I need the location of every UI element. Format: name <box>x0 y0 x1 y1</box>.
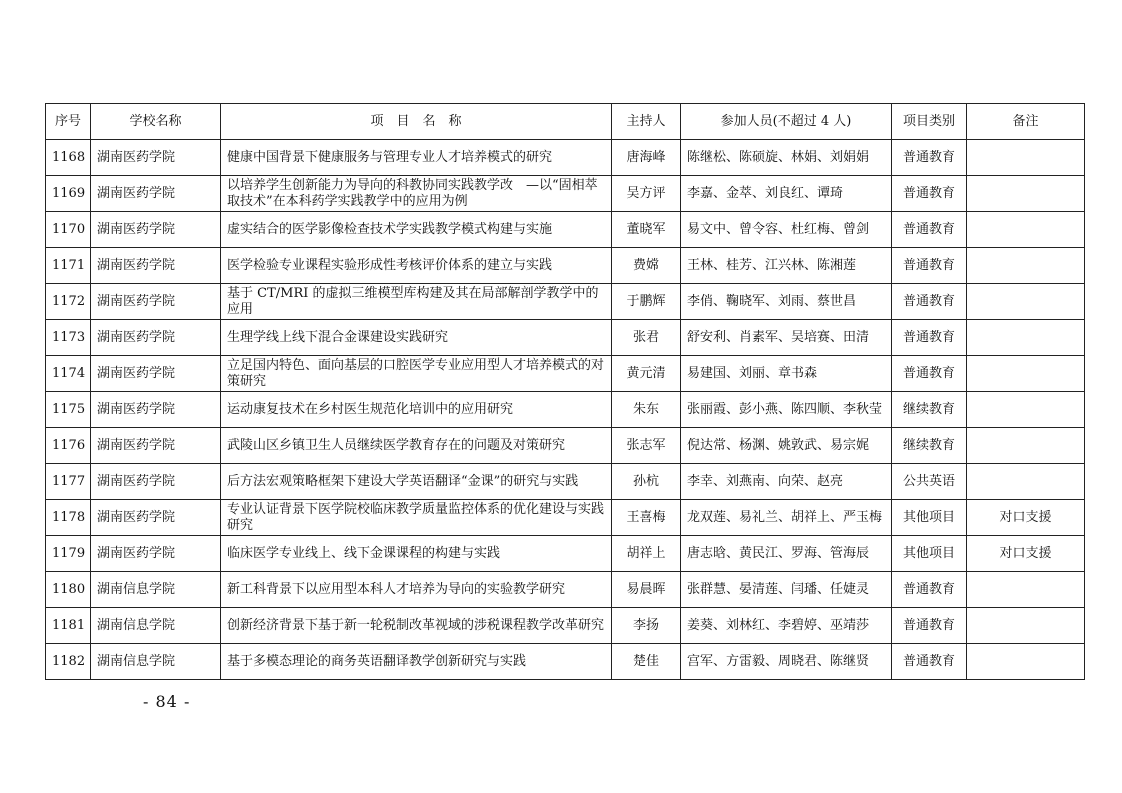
cell-category: 其他项目 <box>892 536 967 572</box>
cell-school: 湖南信息学院 <box>91 572 221 608</box>
cell-members: 陈继松、陈硕旋、林娟、刘娟娟 <box>681 140 892 176</box>
table-row <box>46 428 1085 464</box>
cell-host: 孙杭 <box>612 464 681 500</box>
cell-note <box>967 356 1085 392</box>
cell-host: 朱东 <box>612 392 681 428</box>
cell-no: 1179 <box>46 536 91 572</box>
table-row <box>46 392 1085 428</box>
cell-no: 1177 <box>46 464 91 500</box>
cell-school: 湖南医药学院 <box>91 392 221 428</box>
cell-note <box>967 464 1085 500</box>
cell-members: 李嘉、金萃、刘良红、谭琦 <box>681 176 892 212</box>
cell-school: 湖南医药学院 <box>91 500 221 536</box>
cell-host: 黄元清 <box>612 356 681 392</box>
cell-category: 继续教育 <box>892 392 967 428</box>
cell-note <box>967 392 1085 428</box>
cell-host: 于鹏辉 <box>612 284 681 320</box>
header-category: 项目类别 <box>892 104 967 140</box>
cell-category: 继续教育 <box>892 428 967 464</box>
cell-no: 1169 <box>46 176 91 212</box>
cell-note <box>967 176 1085 212</box>
cell-category: 普通教育 <box>892 356 967 392</box>
cell-note <box>967 572 1085 608</box>
cell-category: 公共英语 <box>892 464 967 500</box>
cell-members: 张丽霞、彭小燕、陈四顺、李秋莹 <box>681 392 892 428</box>
cell-category: 普通教育 <box>892 212 967 248</box>
cell-members: 唐志晗、黄民江、罗海、管海辰 <box>681 536 892 572</box>
table-row <box>46 140 1085 176</box>
cell-note <box>967 248 1085 284</box>
cell-category: 普通教育 <box>892 572 967 608</box>
cell-title: 专业认证背景下医学院校临床教学质量监控体系的优化建设与实践研究 <box>221 500 612 536</box>
cell-school: 湖南医药学院 <box>91 428 221 464</box>
cell-host: 张君 <box>612 320 681 356</box>
cell-category: 普通教育 <box>892 140 967 176</box>
cell-category: 普通教育 <box>892 320 967 356</box>
cell-host: 董晓军 <box>612 212 681 248</box>
cell-school: 湖南医药学院 <box>91 140 221 176</box>
cell-note <box>967 644 1085 680</box>
page-number: - 84 - <box>143 692 191 711</box>
table-row <box>46 284 1085 320</box>
header-no: 序号 <box>46 104 91 140</box>
cell-title: 生理学线上线下混合金课建设实践研究 <box>221 320 612 356</box>
header-host: 主持人 <box>612 104 681 140</box>
cell-host: 李扬 <box>612 608 681 644</box>
table-row <box>46 572 1085 608</box>
cell-no: 1175 <box>46 392 91 428</box>
cell-title: 以培养学生创新能力为导向的科教协同实践教学改 —以“固相萃取技术”在本科药学实践教学中的应用为例 <box>221 176 612 212</box>
cell-no: 1168 <box>46 140 91 176</box>
cell-note <box>967 320 1085 356</box>
cell-title: 医学检验专业课程实验形成性考核评价体系的建立与实践 <box>221 248 612 284</box>
cell-members: 宫军、方雷毅、周晓君、陈继贤 <box>681 644 892 680</box>
cell-host: 胡祥上 <box>612 536 681 572</box>
cell-note <box>967 608 1085 644</box>
cell-members: 张群慧、晏清莲、闫璠、任婕灵 <box>681 572 892 608</box>
cell-no: 1181 <box>46 608 91 644</box>
cell-title: 创新经济背景下基于新一轮税制改革视域的涉税课程教学改革研究 <box>221 608 612 644</box>
cell-note <box>967 212 1085 248</box>
table-row <box>46 608 1085 644</box>
cell-note: 对口支援 <box>967 536 1085 572</box>
table-row <box>46 500 1085 536</box>
cell-title: 立足国内特色、面向基层的口腔医学专业应用型人才培养模式的对策研究 <box>221 356 612 392</box>
cell-title: 新工科背景下以应用型本科人才培养为导向的实验教学研究 <box>221 572 612 608</box>
cell-members: 易文中、曾令容、杜红梅、曾剑 <box>681 212 892 248</box>
cell-school: 湖南医药学院 <box>91 284 221 320</box>
cell-title: 基于 CT/MRI 的虚拟三维模型库构建及其在局部解剖学教学中的应用 <box>221 284 612 320</box>
cell-title: 临床医学专业线上、线下金课课程的构建与实践 <box>221 536 612 572</box>
cell-no: 1171 <box>46 248 91 284</box>
cell-host: 费嫦 <box>612 248 681 284</box>
cell-title: 后方法宏观策略框架下建设大学英语翻译“金课”的研究与实践 <box>221 464 612 500</box>
table-row <box>46 356 1085 392</box>
table-row <box>46 212 1085 248</box>
cell-school: 湖南医药学院 <box>91 464 221 500</box>
cell-school: 湖南信息学院 <box>91 644 221 680</box>
cell-host: 易晨晖 <box>612 572 681 608</box>
cell-title: 武陵山区乡镇卫生人员继续医学教育存在的问题及对策研究 <box>221 428 612 464</box>
table-header-row <box>46 104 1085 140</box>
project-table <box>45 103 1085 680</box>
cell-host: 唐海峰 <box>612 140 681 176</box>
cell-members: 姜葵、刘林红、李碧婷、巫靖莎 <box>681 608 892 644</box>
cell-school: 湖南医药学院 <box>91 176 221 212</box>
table-row <box>46 176 1085 212</box>
cell-title: 基于多模态理论的商务英语翻译教学创新研究与实践 <box>221 644 612 680</box>
cell-no: 1182 <box>46 644 91 680</box>
cell-host: 张志军 <box>612 428 681 464</box>
table-row <box>46 536 1085 572</box>
cell-school: 湖南医药学院 <box>91 356 221 392</box>
cell-category: 普通教育 <box>892 176 967 212</box>
cell-category: 其他项目 <box>892 500 967 536</box>
cell-no: 1172 <box>46 284 91 320</box>
cell-no: 1174 <box>46 356 91 392</box>
table-row <box>46 248 1085 284</box>
cell-school: 湖南医药学院 <box>91 320 221 356</box>
cell-category: 普通教育 <box>892 608 967 644</box>
cell-members: 李俏、鞠晓军、刘雨、蔡世昌 <box>681 284 892 320</box>
table-row <box>46 320 1085 356</box>
cell-members: 倪达常、杨渊、姚敦武、易宗娓 <box>681 428 892 464</box>
cell-no: 1180 <box>46 572 91 608</box>
cell-note: 对口支援 <box>967 500 1085 536</box>
header-members: 参加人员(不超过 4 人) <box>681 104 892 140</box>
cell-host: 王喜梅 <box>612 500 681 536</box>
cell-school: 湖南医药学院 <box>91 536 221 572</box>
cell-school: 湖南信息学院 <box>91 608 221 644</box>
cell-category: 普通教育 <box>892 284 967 320</box>
cell-members: 易建国、刘丽、章书森 <box>681 356 892 392</box>
cell-school: 湖南医药学院 <box>91 212 221 248</box>
header-title: 项 目 名 称 <box>221 104 612 140</box>
cell-title: 运动康复技术在乡村医生规范化培训中的应用研究 <box>221 392 612 428</box>
cell-no: 1176 <box>46 428 91 464</box>
cell-host: 楚佳 <box>612 644 681 680</box>
cell-members: 舒安利、肖素军、吴培赛、田清 <box>681 320 892 356</box>
header-school: 学校名称 <box>91 104 221 140</box>
cell-members: 龙双莲、易礼兰、胡祥上、严玉梅 <box>681 500 892 536</box>
header-note: 备注 <box>967 104 1085 140</box>
cell-title: 虚实结合的医学影像检查技术学实践教学模式构建与实施 <box>221 212 612 248</box>
table-row <box>46 464 1085 500</box>
table-row <box>46 644 1085 680</box>
cell-category: 普通教育 <box>892 644 967 680</box>
cell-no: 1170 <box>46 212 91 248</box>
cell-note <box>967 284 1085 320</box>
cell-category: 普通教育 <box>892 248 967 284</box>
cell-note <box>967 428 1085 464</box>
cell-no: 1178 <box>46 500 91 536</box>
cell-note <box>967 140 1085 176</box>
cell-title: 健康中国背景下健康服务与管理专业人才培养模式的研究 <box>221 140 612 176</box>
cell-school: 湖南医药学院 <box>91 248 221 284</box>
cell-members: 李幸、刘燕南、向荣、赵亮 <box>681 464 892 500</box>
cell-host: 吴方评 <box>612 176 681 212</box>
cell-members: 王林、桂芳、江兴林、陈湘莲 <box>681 248 892 284</box>
cell-no: 1173 <box>46 320 91 356</box>
